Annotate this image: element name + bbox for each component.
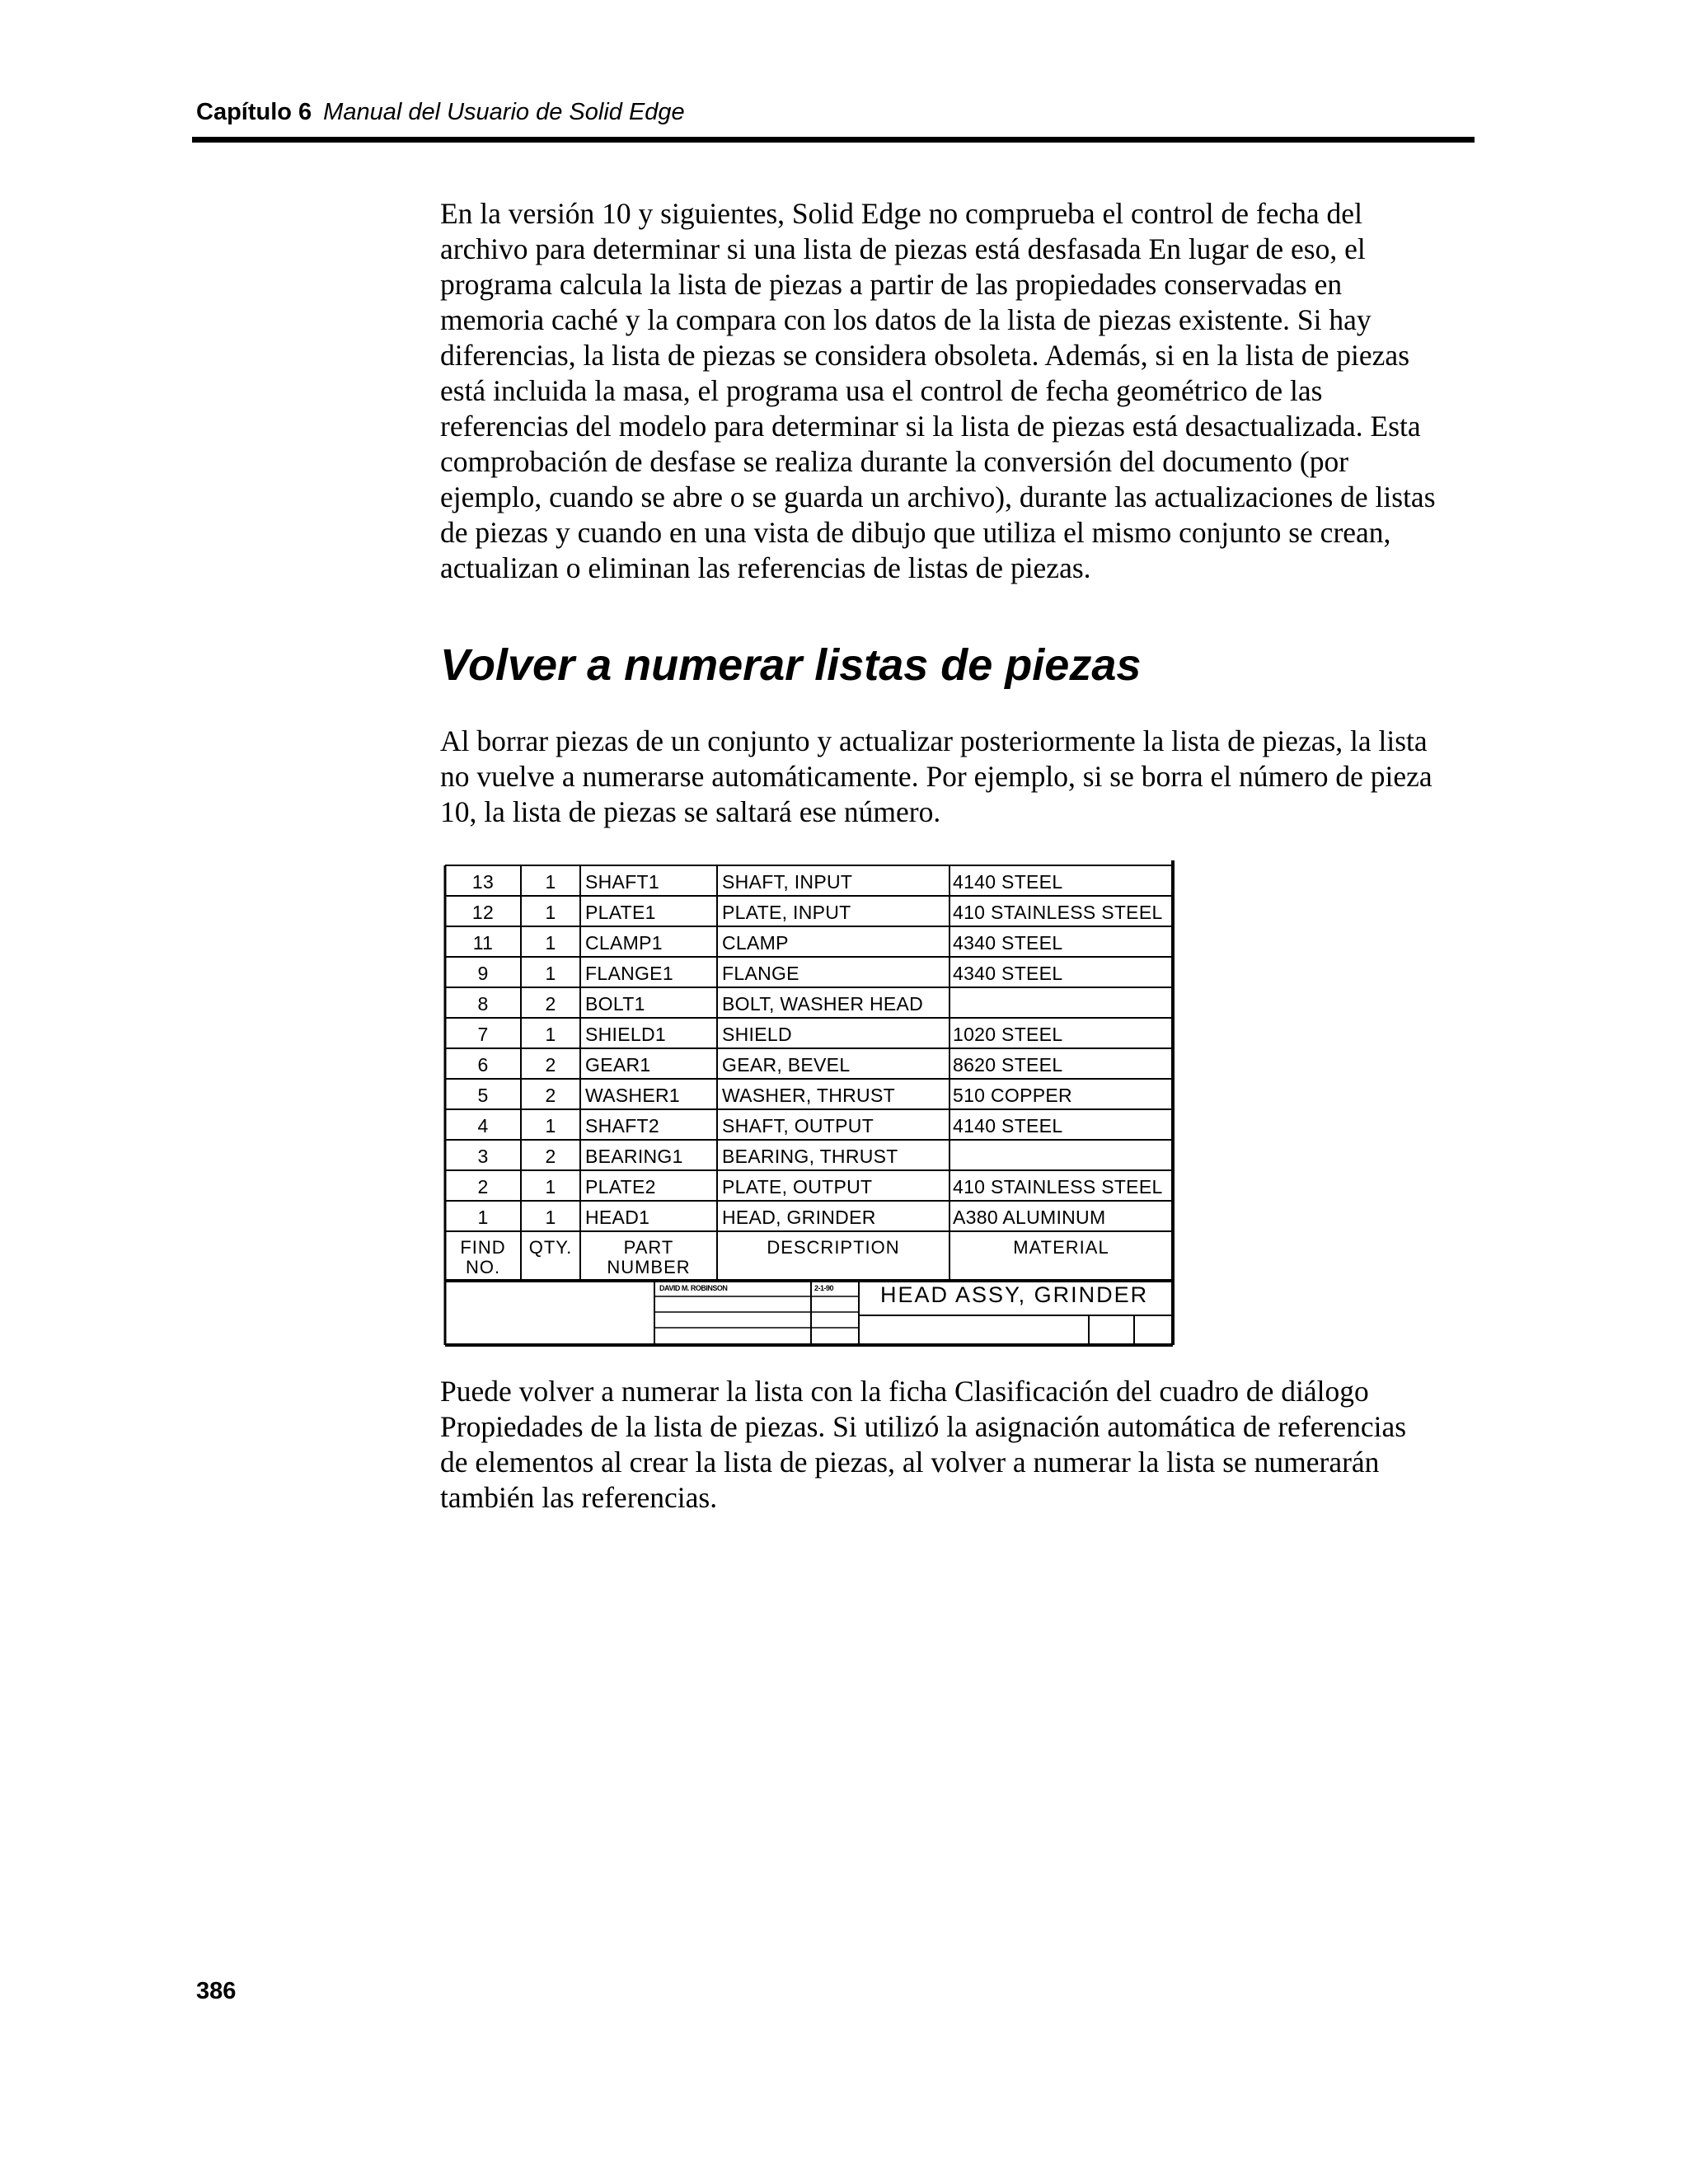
cell-material: 4340 STEEL (953, 932, 1063, 954)
cell-qty: 1 (545, 1115, 556, 1137)
header-material (950, 1238, 1173, 1258)
header-text: MATERIAL (1013, 1237, 1109, 1258)
cell-qty: 1 (545, 1024, 556, 1045)
cell-find: 9 (477, 963, 489, 984)
cell-material: 410 STAINLESS STEEL (953, 1176, 1163, 1197)
cell-qty: 1 (545, 1207, 556, 1228)
cell-find: 12 (471, 902, 495, 923)
header-text: QTY. (528, 1237, 573, 1258)
parts-list-drawing (442, 857, 1177, 1352)
cell-material: 8620 STEEL (953, 1054, 1063, 1076)
cell-desc: WASHER, THRUST (722, 1085, 895, 1106)
header-find-no (445, 1238, 521, 1277)
text-line: Puede volver a numerar la lista con la ficha Clasificación del cuadro de diálogo (440, 1375, 1369, 1408)
cell-part: HEAD1 (585, 1207, 650, 1228)
cell-find: 7 (477, 1024, 489, 1045)
text-line: también las referencias. (440, 1481, 718, 1514)
header-rule (192, 137, 1475, 143)
header-text: PART (623, 1237, 674, 1258)
text-line: de piezas y cuando en una vista de dibujo que utiliza el mismo conjunto se crean, (440, 516, 1391, 549)
cell-desc: SHIELD (722, 1024, 792, 1045)
text-line: Propiedades de la lista de piezas. Si utilizó la asignación automática de referencias (440, 1410, 1407, 1443)
cell-material: A380 ALUMINUM (953, 1207, 1106, 1228)
cell-desc: PLATE, INPUT (722, 902, 851, 923)
paragraph-2 (440, 724, 1479, 830)
text-line: En la versión 10 y siguientes, Solid Edge no comprueba el control de fecha del (440, 197, 1362, 230)
section-title: Volver a numerar listas de piezas (440, 640, 1142, 690)
cell-desc: PLATE, OUTPUT (722, 1176, 873, 1197)
cell-find: 8 (477, 993, 489, 1015)
cell-desc: BOLT, WASHER HEAD (722, 993, 924, 1015)
text-line: Al borrar piezas de un conjunto y actualizar posteriormente la lista de piezas, la lista (440, 724, 1428, 757)
cell-find: 4 (477, 1115, 489, 1137)
cell-qty: 1 (545, 902, 556, 923)
text-line: memoria caché y la compara con los datos de la lista de piezas existente. Si hay (440, 303, 1372, 336)
running-header (196, 97, 1474, 127)
cell-find: 11 (472, 932, 494, 954)
cell-part: SHIELD1 (585, 1024, 666, 1045)
cell-qty: 2 (545, 1146, 556, 1167)
text-line: de elementos al crear la lista de piezas, al volver a numerar la lista se numerarán (440, 1446, 1380, 1479)
text-line: ejemplo, cuando se abre o se guarda un archivo), durante las actualizaciones de listas (440, 480, 1436, 513)
text-line: actualizan o eliminan las referencias de listas de piezas. (440, 551, 1091, 584)
text-line: archivo para determinar si una lista de piezas está desfasada En lugar de eso, el (440, 232, 1366, 265)
cell-part: PLATE1 (585, 902, 656, 923)
text-line: comprobación de desfase se realiza durante la conversión del documento (por (440, 445, 1349, 478)
header-text: DESCRIPTION (767, 1237, 900, 1258)
cell-find: 13 (471, 871, 495, 893)
cell-desc: GEAR, BEVEL (722, 1054, 851, 1076)
header-description (717, 1238, 950, 1258)
text-line: 10, la lista de piezas se saltará ese número. (440, 795, 941, 828)
cell-part: PLATE2 (585, 1176, 656, 1197)
cell-part: GEAR1 (585, 1054, 651, 1076)
cell-qty: 2 (545, 1054, 556, 1076)
cell-qty: 2 (545, 993, 556, 1015)
text-line: programa calcula la lista de piezas a partir de las propiedades conservadas en (440, 268, 1343, 301)
cell-desc: SHAFT, INPUT (722, 871, 853, 893)
cell-desc: BEARING, THRUST (722, 1146, 898, 1167)
cell-material: 4140 STEEL (953, 1115, 1063, 1137)
paragraph-3 (440, 1374, 1479, 1516)
cell-material: 1020 STEEL (953, 1024, 1063, 1045)
cell-material: 410 STAINLESS STEEL (953, 902, 1163, 923)
text-line: referencias del modelo para determinar si la lista de piezas está desactualizada. Esta (440, 410, 1421, 443)
cell-part: BEARING1 (585, 1146, 683, 1167)
paragraph-1 (440, 196, 1479, 586)
page-number: 386 (196, 1978, 237, 2004)
cell-part: FLANGE1 (585, 963, 673, 984)
manual-title: Manual del Usuario de Solid Edge (323, 99, 685, 125)
header-text: NO. (465, 1257, 501, 1277)
cell-find: 2 (477, 1176, 489, 1197)
cell-desc: CLAMP (722, 932, 789, 954)
cell-desc: SHAFT, OUTPUT (722, 1115, 874, 1137)
cell-desc: FLANGE (722, 963, 799, 984)
title-block-date: 2-1-90 (814, 1284, 834, 1292)
cell-material: 4340 STEEL (953, 963, 1063, 984)
cell-material: 510 COPPER (953, 1085, 1072, 1106)
cell-qty: 1 (545, 1176, 556, 1197)
cell-find: 1 (477, 1207, 489, 1228)
cell-part: CLAMP1 (585, 932, 663, 954)
text-line: está incluida la masa, el programa usa el control de fecha geométrico de las (440, 374, 1323, 407)
cell-material: 4140 STEEL (953, 871, 1063, 893)
cell-find: 6 (477, 1054, 489, 1076)
cell-qty: 1 (545, 871, 556, 893)
title-block-title: HEAD ASSY, GRINDER (880, 1282, 1149, 1307)
cell-find: 5 (477, 1085, 489, 1106)
cell-find: 3 (477, 1146, 489, 1167)
cell-qty: 2 (545, 1085, 556, 1106)
chapter-label: Capítulo 6 (196, 99, 312, 125)
cell-part: WASHER1 (585, 1085, 680, 1106)
text-line: diferencias, la lista de piezas se considera obsoleta. Además, si en la lista de piezas (440, 339, 1410, 372)
cell-part: SHAFT1 (585, 871, 659, 893)
header-text: FIND (460, 1237, 506, 1258)
header-qty (521, 1238, 580, 1258)
title-block-drawn-by: DAVID M. ROBINSON (659, 1284, 728, 1292)
cell-part: BOLT1 (585, 993, 645, 1015)
cell-desc: HEAD, GRINDER (722, 1207, 876, 1228)
header-text: NUMBER (607, 1257, 691, 1277)
header-part-number (580, 1238, 717, 1277)
cell-part: SHAFT2 (585, 1115, 659, 1137)
cell-qty: 1 (545, 932, 556, 954)
text-line: no vuelve a numerarse automáticamente. Por ejemplo, si se borra el número de pieza (440, 760, 1432, 793)
cell-qty: 1 (545, 963, 556, 984)
